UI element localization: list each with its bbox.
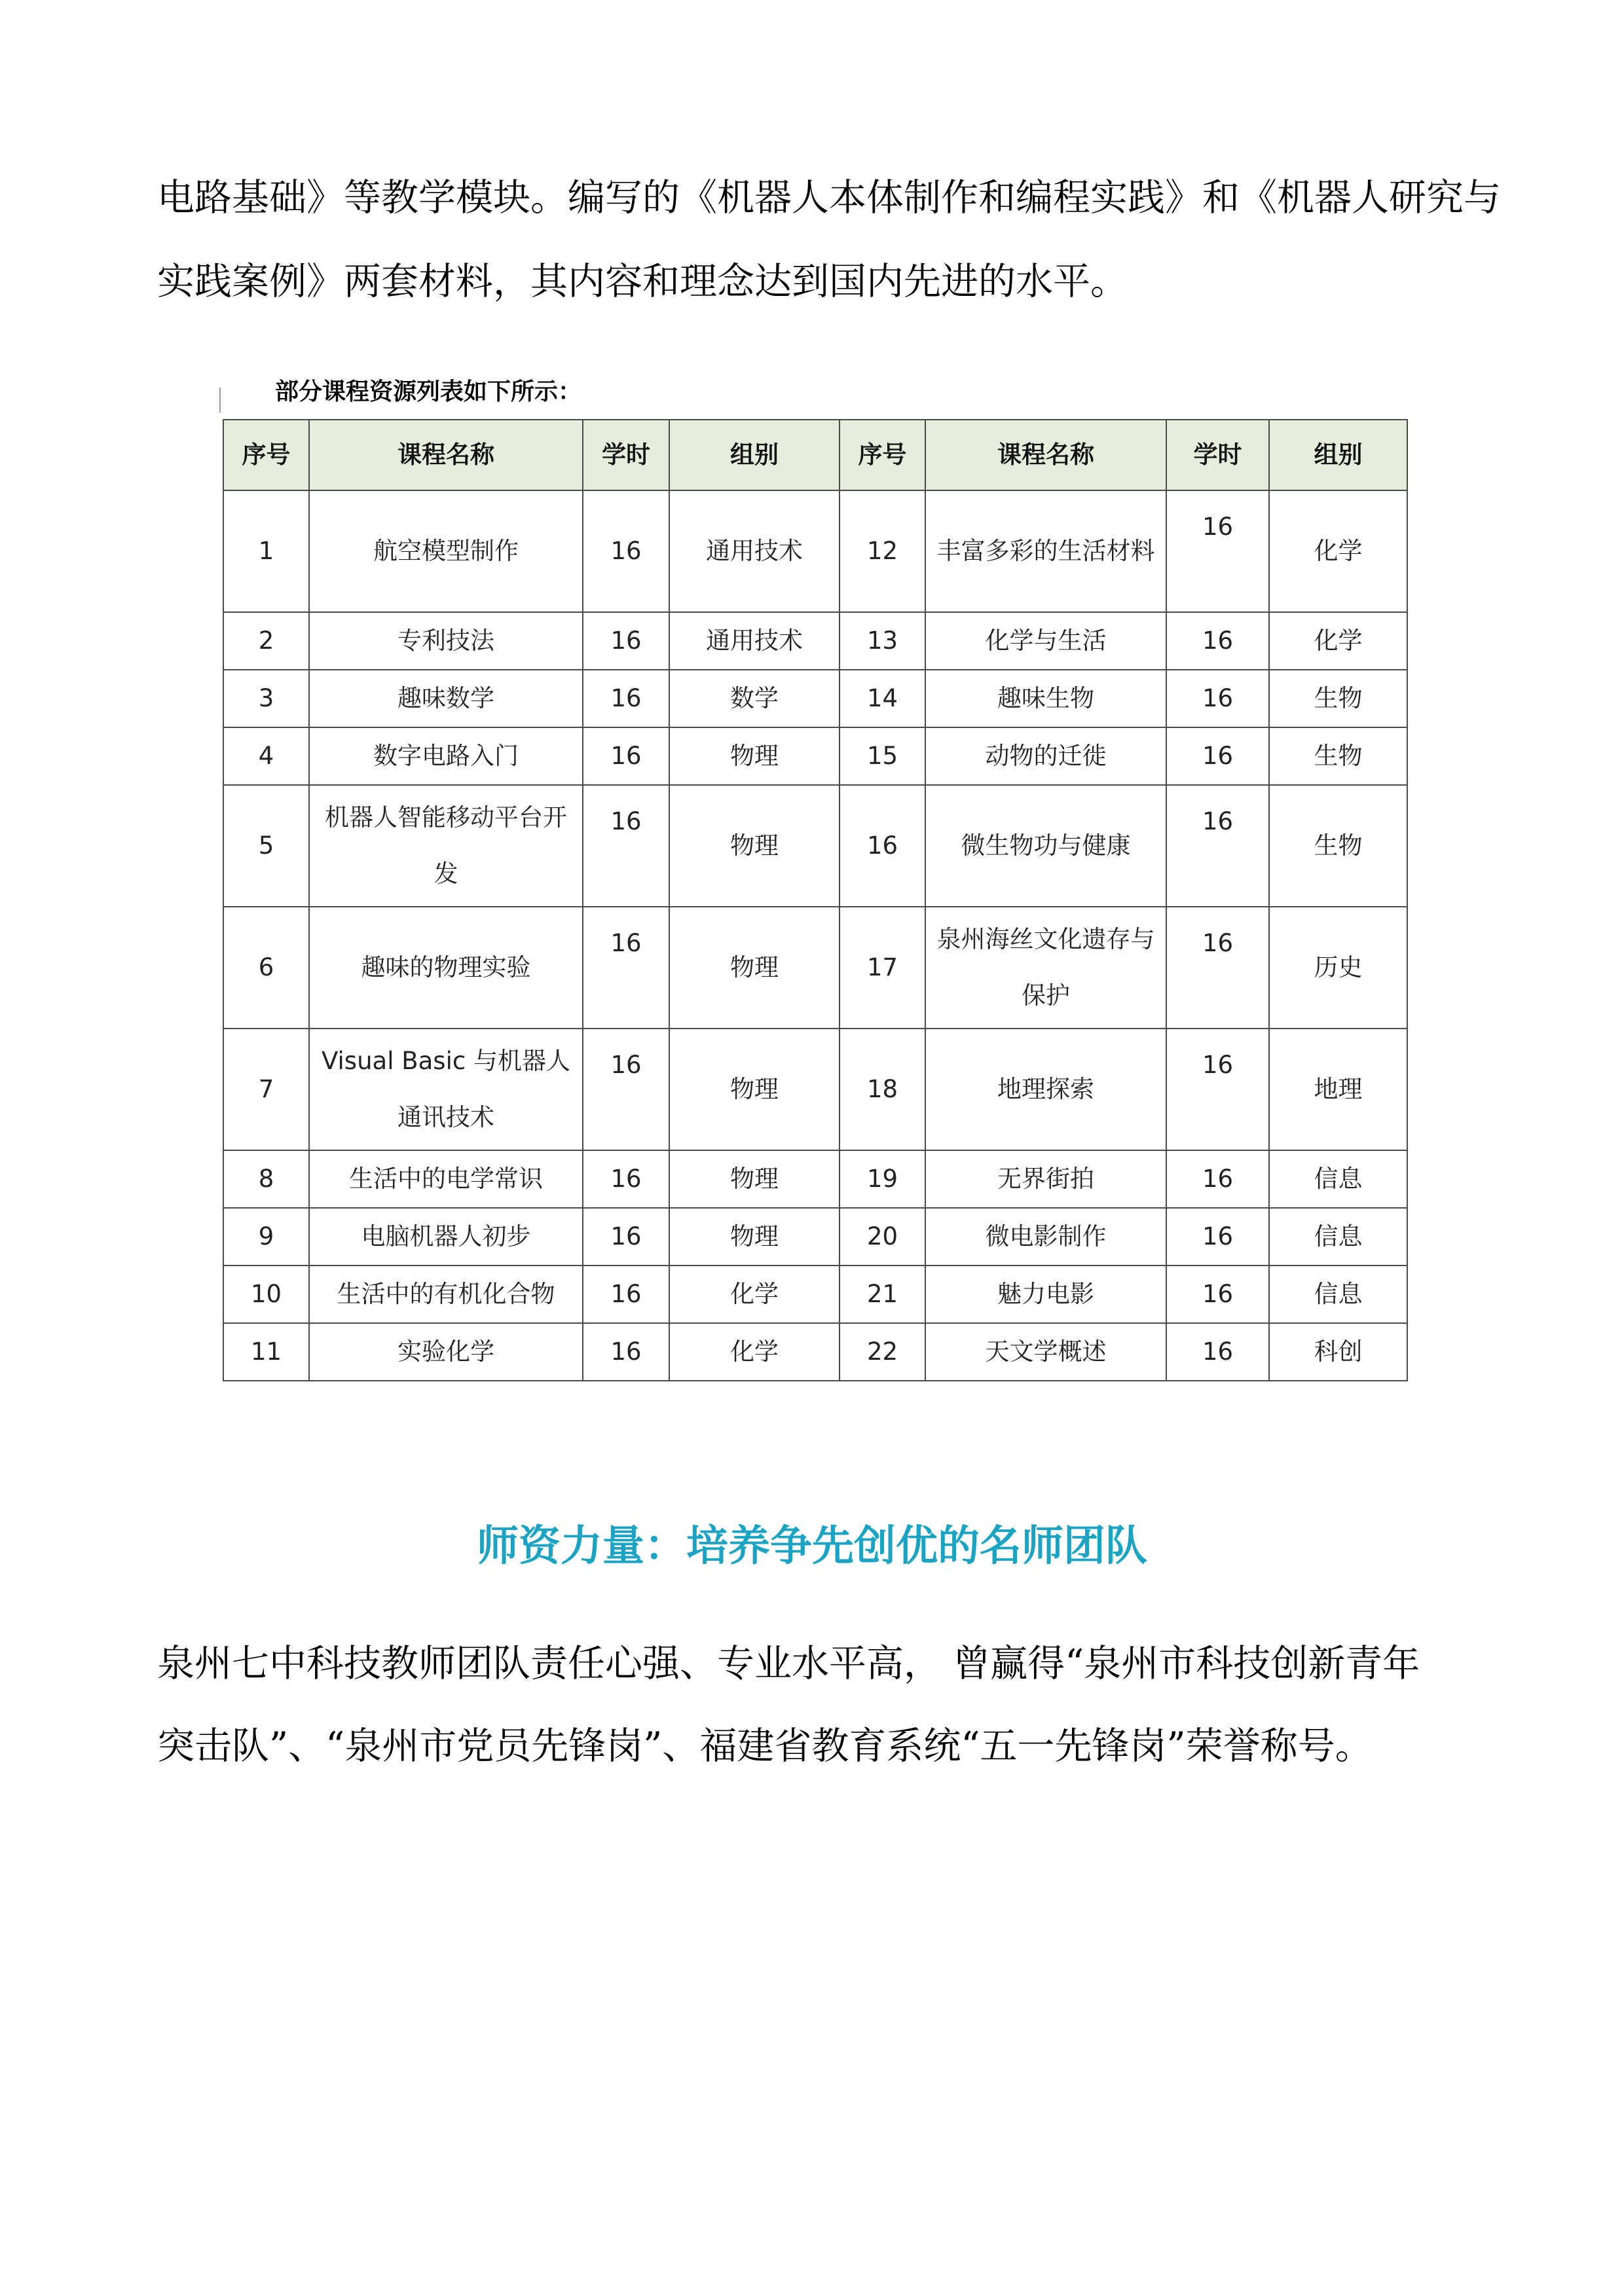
header-cell: 序号 [840,420,925,490]
table-row [223,670,1407,727]
group-cell: 通用技术 [669,612,840,670]
course-name-cell: 电脑机器人初步 [309,1208,583,1266]
group-cell: 化学 [1269,612,1407,670]
seq-cell: 1 [223,490,309,612]
table-caption: 部分课程资源列表如下所示： [275,378,582,405]
seq-cell: 3 [223,670,309,727]
seq-cell: 20 [840,1208,925,1266]
course-name-cell: 趣味生物 [925,670,1166,727]
seq-cell: 10 [223,1266,309,1323]
table-row [223,785,1407,907]
group-cell: 化学 [1269,490,1407,612]
group-cell: 信息 [1269,1208,1407,1266]
intro-line-2: 实践案例》两套材料，其内容和理念达到国内先进的水平。 [157,260,1128,303]
intro-line-1: 电路基础》等教学模块。编写的《机器人本体制作和编程实践》和《机器人研究与 [157,176,1501,219]
hours-cell: 16 [583,1208,669,1266]
body-line-2: 突击队”、“泉州市党员先锋岗”、福建省教育系统“五一先锋岗”荣誉称号。 [157,1724,1373,1768]
group-cell: 物理 [669,1208,840,1266]
table-row [223,1323,1407,1381]
seq-cell: 13 [840,612,925,670]
seq-cell: 17 [840,907,925,1029]
seq-cell: 14 [840,670,925,727]
group-cell: 物理 [669,1150,840,1208]
course-name-cell: 无界街拍 [925,1150,1166,1208]
hours-cell: 16 [1166,612,1269,670]
course-name-text: 丰富多彩的生活材料 [936,537,1155,565]
course-name-cell: 天文学概述 [925,1323,1166,1381]
group-cell: 物理 [669,1029,840,1150]
seq-cell: 7 [223,1029,309,1150]
header-cell: 课程名称 [309,420,583,490]
group-cell: 化学 [669,1323,840,1381]
hours-cell: 16 [1166,1208,1269,1266]
header-cell: 序号 [223,420,309,490]
course-name-cell [925,907,1166,1029]
hours-cell: 16 [1166,1323,1269,1381]
group-cell: 信息 [1269,1266,1407,1323]
hours-cell: 16 [583,670,669,727]
hours-cell: 16 [1166,490,1269,612]
header-cell: 学时 [1166,420,1269,490]
hours-cell: 16 [1166,670,1269,727]
hours-cell: 16 [1166,907,1269,1029]
seq-cell: 11 [223,1323,309,1381]
course-name-cell: 航空模型制作 [309,490,583,612]
course-name-cell [309,1029,583,1150]
table-row [223,1266,1407,1323]
hours-cell: 16 [1166,1150,1269,1208]
course-name-cell: 魅力电影 [925,1266,1166,1323]
course-name-cell: 实验化学 [309,1323,583,1381]
hours-cell: 16 [583,1266,669,1323]
course-name-text: Visual Basic 与机器人通讯技术 [322,1047,570,1131]
course-name-cell: 趣味的物理实验 [309,907,583,1029]
group-cell: 信息 [1269,1150,1407,1208]
group-cell: 历史 [1269,907,1407,1029]
course-name-cell: 数字电路入门 [309,727,583,785]
group-cell: 数学 [669,670,840,727]
seq-cell: 4 [223,727,309,785]
table-row [223,490,1407,612]
hours-cell: 16 [1166,727,1269,785]
header-cell: 组别 [669,420,840,490]
group-cell: 生物 [1269,670,1407,727]
table-row [223,1208,1407,1266]
seq-cell: 21 [840,1266,925,1323]
hours-cell: 16 [583,907,669,1029]
course-name-cell: 专利技法 [309,612,583,670]
course-name-cell: 地理探索 [925,1029,1166,1150]
course-name-cell: 生活中的有机化合物 [309,1266,583,1323]
course-name-cell: 趣味数学 [309,670,583,727]
group-cell: 科创 [1269,1323,1407,1381]
hours-cell: 16 [583,1029,669,1150]
seq-cell: 19 [840,1150,925,1208]
course-name-cell: 化学与生活 [925,612,1166,670]
body-line-1: 泉州七中科技教师团队责任心强、专业水平高， 曾赢得“泉州市科技创新青年 [157,1642,1420,1685]
seq-cell: 16 [840,785,925,907]
seq-cell: 15 [840,727,925,785]
section-heading: 师资力量：培养争先创优的名师团队 [477,1522,1147,1571]
group-cell: 通用技术 [669,490,840,612]
hours-cell: 16 [583,727,669,785]
course-table [223,419,1408,1381]
hours-cell: 16 [1166,1029,1269,1150]
course-name-text: 机器人智能移动平台开发 [325,803,567,888]
group-cell: 生物 [1269,785,1407,907]
hours-cell: 16 [583,490,669,612]
hours-cell: 16 [583,612,669,670]
hours-cell: 16 [1166,1266,1269,1323]
course-name-cell: 生活中的电学常识 [309,1150,583,1208]
table-row [223,612,1407,670]
course-name-text: 泉州海丝文化遗存与保护 [936,925,1155,1010]
seq-cell: 5 [223,785,309,907]
course-name-cell: 动物的迁徙 [925,727,1166,785]
seq-cell: 8 [223,1150,309,1208]
seq-cell: 12 [840,490,925,612]
hours-cell: 16 [583,1323,669,1381]
group-cell: 物理 [669,907,840,1029]
header-cell: 学时 [583,420,669,490]
seq-cell: 22 [840,1323,925,1381]
table-row [223,727,1407,785]
seq-cell: 18 [840,1029,925,1150]
group-cell: 物理 [669,785,840,907]
header-cell: 组别 [1269,420,1407,490]
table-header-row [223,420,1407,490]
caption-marker [219,388,221,412]
table-row [223,1150,1407,1208]
group-cell: 物理 [669,727,840,785]
hours-cell: 16 [583,1150,669,1208]
header-cell: 课程名称 [925,420,1166,490]
group-cell: 生物 [1269,727,1407,785]
course-name-cell [925,490,1166,612]
seq-cell: 6 [223,907,309,1029]
table-row [223,1029,1407,1150]
course-name-cell: 微电影制作 [925,1208,1166,1266]
course-name-cell: 微生物功与健康 [925,785,1166,907]
group-cell: 化学 [669,1266,840,1323]
group-cell: 地理 [1269,1029,1407,1150]
hours-cell: 16 [1166,785,1269,907]
table-row [223,907,1407,1029]
seq-cell: 9 [223,1208,309,1266]
hours-cell: 16 [583,785,669,907]
seq-cell: 2 [223,612,309,670]
course-name-cell [309,785,583,907]
